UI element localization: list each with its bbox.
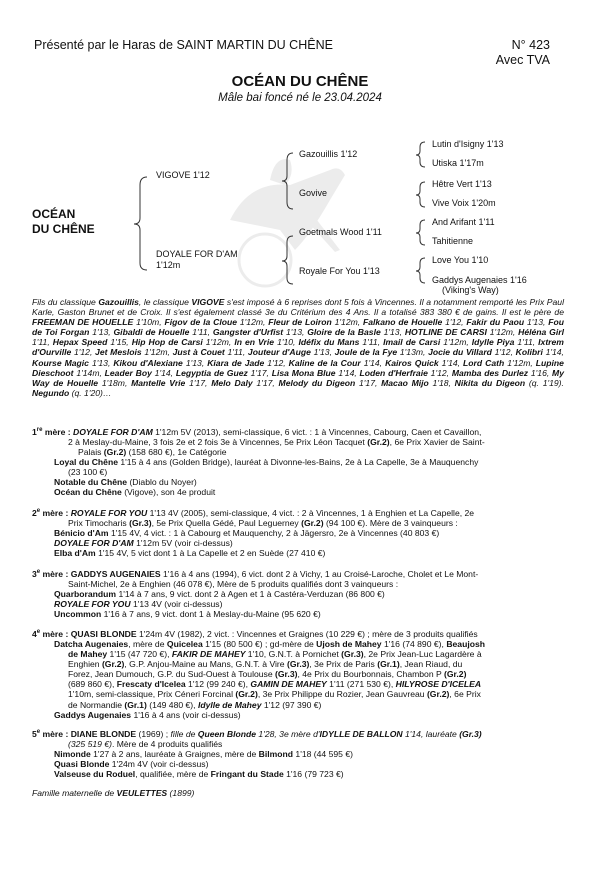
text-run: 1'12m 5V (voir ci-dessus) bbox=[133, 538, 233, 549]
pedigree-line bbox=[32, 425, 572, 437]
text-run: 4 bbox=[32, 628, 37, 639]
pedigree-line bbox=[32, 710, 572, 720]
text-run: (158 680 €), 1e Catégorie bbox=[126, 447, 227, 458]
text-run: Valseuse du Roduel bbox=[54, 769, 136, 780]
pedigree-line bbox=[32, 727, 572, 739]
text-run: HILYROSE D'ICELEA bbox=[395, 679, 482, 690]
pedigree-line bbox=[32, 477, 572, 487]
pedigree-line bbox=[32, 649, 572, 659]
pedigree-line bbox=[32, 579, 572, 589]
text-run: Nimonde bbox=[54, 749, 91, 760]
text-run: 1'13m, bbox=[397, 347, 429, 358]
text-run: , G.P. Anjou-Maine au Mans, G.N.T. à Vire bbox=[124, 659, 287, 670]
text-run: 1'18 (44 595 €) bbox=[293, 749, 353, 760]
text-run: 1'12 (99 240 €), bbox=[185, 679, 251, 690]
text-run: FREEMAN DE HOUELLE bbox=[32, 317, 134, 328]
text-run: , 4e Prix du Bourbonnais, Chambon P bbox=[297, 669, 444, 680]
text-run: fille de bbox=[170, 728, 198, 739]
text-run: 1'18, bbox=[428, 377, 455, 388]
pedigree-line bbox=[32, 538, 572, 548]
text-run: Ujosh de Mahey bbox=[316, 638, 382, 649]
text-run: (689 860 €), bbox=[68, 679, 117, 690]
text-run: 1'17, bbox=[355, 377, 382, 388]
text-run: (q. 1'20)… bbox=[69, 387, 112, 398]
text-run: Gaddys Augenaies bbox=[54, 709, 132, 720]
text-run: Queen Blonde bbox=[197, 728, 257, 739]
text-run: (325 519 €) bbox=[68, 738, 112, 749]
ancestor-8-sire: (Viking's Way) bbox=[442, 285, 499, 295]
text-run: 1'17, bbox=[185, 377, 212, 388]
text-run: 1'16, bbox=[528, 367, 553, 378]
text-run: mère : bbox=[40, 568, 71, 579]
pedigree-line bbox=[32, 599, 572, 609]
text-run: Figov de la Cloue bbox=[164, 317, 238, 328]
text-run: 1'12, bbox=[427, 367, 452, 378]
maternal-family bbox=[32, 788, 194, 798]
pedigree-line bbox=[32, 627, 572, 639]
pedigree-line bbox=[32, 589, 572, 599]
pedigree-line bbox=[32, 639, 572, 649]
text-run: 1'12m, bbox=[202, 337, 235, 348]
text-run: 1'15 4V, 4 vict. : 1 à Cabourg et Mauquenchy, 2 à Jägersro, 2e à Vincennes (40 803 €) bbox=[108, 528, 440, 539]
text-run: Falkano de Houelle bbox=[363, 317, 443, 328]
text-run: (Diablo du Noyer) bbox=[127, 477, 197, 488]
text-run: Lisa Mona Blue bbox=[271, 367, 336, 378]
maternal-grandsire: Goetmals Wood 1'11 bbox=[299, 227, 382, 237]
text-run: 1'15 (80 500 €) ; gd-mère de bbox=[202, 638, 317, 649]
text-run: 1'13, bbox=[524, 317, 549, 328]
text-run: HOTLINE DE CARSI bbox=[404, 327, 487, 338]
text-run: Hip Hop de Carsi bbox=[131, 337, 203, 348]
sire: VIGOVE 1'12 bbox=[156, 170, 210, 180]
horse-description: Mâle bai foncé né le 23.04.2024 bbox=[218, 92, 382, 104]
pedigree-line bbox=[32, 749, 572, 759]
text-run: 1'15, bbox=[107, 337, 132, 348]
text-run: Imail de Carsi bbox=[383, 337, 441, 348]
text-run: 1'14m, bbox=[73, 367, 105, 378]
text-run: (Gr.2) bbox=[367, 436, 390, 447]
text-run: 1'13 4V (2005), semi-classique, 4 vict. : 2 à Vincennes, 1 à Enghien et La Capelle, 2e bbox=[147, 507, 475, 518]
text-run: (94 100 €). Mère de 3 vainqueurs : bbox=[323, 517, 458, 528]
text-run: Joule de la Fye bbox=[334, 347, 398, 358]
pedigree-line bbox=[32, 659, 572, 669]
sire-paragraph bbox=[32, 297, 564, 398]
text-run: e bbox=[36, 729, 41, 735]
text-run: (Gr.3) bbox=[129, 517, 152, 528]
text-run: 1'13 4V (voir ci-dessus) bbox=[130, 599, 223, 610]
text-run: 1'14, bbox=[335, 367, 360, 378]
text-run: 1'12m, bbox=[504, 357, 536, 368]
text-run: (Gr.2) bbox=[235, 689, 258, 700]
paternal-granddam: Govive bbox=[299, 188, 328, 198]
text-run: Fringant du Stade bbox=[210, 769, 284, 780]
text-run: e bbox=[36, 569, 41, 575]
text-run: 1'24m 4V (1982), 2 vict. : Vincennes et Graignes (10 229 €) ; mère de 3 produits qualifiés bbox=[136, 628, 478, 639]
pedigree-line bbox=[32, 548, 572, 558]
text-run: Jocie du Villard bbox=[428, 347, 492, 358]
text-run: 1'27 à 2 ans, lauréate à Graignes, mère de bbox=[90, 749, 259, 760]
text-run: Gibaldi de Houelle bbox=[113, 327, 190, 338]
text-run: 1'10m, bbox=[133, 317, 165, 328]
text-run: 1'11, bbox=[224, 347, 248, 358]
text-run: Gloire de la Basle bbox=[307, 327, 381, 338]
pedigree-line bbox=[32, 457, 572, 467]
text-run: Quicelea bbox=[166, 638, 203, 649]
text-run: QUASI BLONDE bbox=[70, 628, 137, 639]
text-run: 1'15 à 4 ans (Golden Bridge), lauréat à Divonne-les-Bains, 2e à La Capelle, 3e à Mauquenchy bbox=[117, 457, 479, 468]
text-run: 1'12, bbox=[71, 347, 96, 358]
ancestor-8: Gaddys Augenaies 1'16 bbox=[432, 275, 527, 285]
ancestor-4: Vive Voix 1'20m bbox=[432, 198, 496, 208]
text-run: 1'12m, bbox=[486, 327, 519, 338]
text-run: 1'10, G.N.T. à Pornichet bbox=[245, 649, 342, 660]
ancestor-3: Hêtre Vert 1'13 bbox=[432, 179, 492, 189]
vat-label: Avec TVA bbox=[495, 53, 550, 67]
text-run: 1'12m, bbox=[237, 317, 269, 328]
text-run: DOYALE FOR D'AM bbox=[54, 538, 134, 549]
text-run: 1'17, bbox=[247, 367, 272, 378]
horse-title: OCÉAN DU CHÊNE bbox=[231, 73, 369, 90]
ancestor-5: And Arifant 1'11 bbox=[432, 217, 495, 227]
pedigree-line bbox=[32, 689, 572, 699]
text-run: 1'14, lauréate bbox=[402, 728, 460, 739]
text-run: Lord Cath bbox=[463, 357, 505, 368]
text-run: Kikou d'Alexiane bbox=[113, 357, 183, 368]
text-run: (Gr.2) bbox=[443, 669, 467, 680]
text-run: 1'13, bbox=[88, 357, 114, 368]
text-run: Mantelle Vrie bbox=[131, 377, 186, 388]
text-run: Enghien bbox=[68, 659, 102, 670]
text-run: 1'24m 4V (voir ci-dessus) bbox=[109, 759, 209, 770]
text-run: Jet Meslois bbox=[95, 347, 142, 358]
text-run: 2 bbox=[32, 507, 37, 518]
horse-name-line1: OCÉAN bbox=[32, 207, 76, 221]
text-run: (Gr.3) bbox=[459, 728, 482, 739]
text-run: 1'18m, bbox=[98, 377, 132, 388]
pedigree-line bbox=[32, 739, 572, 749]
text-run: Idylle Piya bbox=[471, 337, 515, 348]
text-run: , 6e Prix Xavier de Saint- bbox=[389, 436, 485, 447]
text-run: e bbox=[36, 508, 41, 514]
text-run: 5 bbox=[32, 728, 37, 739]
text-run: Kiara de Jade bbox=[207, 357, 265, 368]
text-run: FAKIR DE MAHEY bbox=[171, 649, 246, 660]
text-run: ROYALE FOR YOU bbox=[70, 507, 148, 518]
pedigree-line bbox=[32, 759, 572, 769]
presenter-text: Présenté par le Haras de SAINT MARTIN DU CHÊNE bbox=[34, 38, 333, 52]
text-run: 1'14, bbox=[438, 357, 464, 368]
text-run: 1'11, bbox=[189, 327, 213, 338]
text-run: (1969) ; bbox=[136, 728, 171, 739]
text-run: DIANE BLONDE bbox=[70, 728, 137, 739]
text-run: , 2e Prix Jean-Luc Lagardère à bbox=[363, 649, 482, 660]
text-run: Fils du classique bbox=[32, 297, 99, 307]
text-run: , qualifiée, mère de bbox=[135, 769, 211, 780]
pedigree-line bbox=[32, 669, 572, 679]
text-run: Océan du Chêne bbox=[54, 487, 122, 498]
text-run: Fou de Toi Forgan bbox=[32, 317, 564, 338]
text-run: 1'14, bbox=[151, 367, 176, 378]
text-run: (Gr.2) bbox=[103, 447, 127, 458]
text-run: 1'11, bbox=[32, 337, 53, 348]
ancestor-1: Lutin d'Isigny 1'13 bbox=[432, 139, 504, 149]
pedigree-line bbox=[32, 487, 572, 497]
text-run: 1'13, bbox=[283, 327, 308, 338]
text-run: 1'17, bbox=[252, 377, 279, 388]
text-run: (Gr.1) bbox=[377, 659, 400, 670]
text-run: , le classique bbox=[138, 297, 192, 307]
text-run: 1'16 à 4 ans (voir ci-dessus) bbox=[131, 709, 241, 720]
text-run: mère : bbox=[40, 507, 71, 518]
text-run: , mère de bbox=[128, 638, 167, 649]
text-run: 1'13, bbox=[89, 327, 114, 338]
text-run: Saint-Michel, 2e à Enghien (46 078 €), Mère de 5 produits qualifiés dont 3 vainqueurs : bbox=[68, 578, 399, 589]
text-run: 1'12m, bbox=[331, 317, 364, 328]
text-run: mère : bbox=[40, 628, 71, 639]
text-run: Famille maternelle de bbox=[32, 788, 117, 798]
text-run: Negundo bbox=[32, 387, 70, 398]
text-run: 1'12, bbox=[264, 357, 289, 368]
dam-line2: 1'12m bbox=[156, 260, 181, 270]
text-run: (Gr.1) bbox=[124, 699, 147, 710]
text-run: Ixtrem d'Ourville bbox=[32, 337, 564, 358]
text-run: (Gr.3) bbox=[286, 659, 310, 670]
text-run: Palais bbox=[78, 447, 104, 458]
ancestor-7: Love You 1'10 bbox=[432, 255, 489, 265]
text-run: , 6e Prix bbox=[449, 689, 481, 700]
text-run: Loden d'Herfraie bbox=[359, 367, 428, 378]
text-run: Fakir du Paou bbox=[466, 317, 525, 328]
text-run: (Gr.2) bbox=[301, 517, 324, 528]
text-run: 1'14, bbox=[360, 357, 386, 368]
text-run: Frescaty d'Icelea bbox=[116, 679, 186, 690]
text-run: (1899) bbox=[167, 788, 195, 798]
text-run: de Mahey bbox=[68, 649, 108, 660]
text-run: 1'15 (47 720 €), bbox=[107, 649, 172, 660]
text-run: 1'10, bbox=[274, 337, 299, 348]
text-run: mère : bbox=[40, 728, 71, 739]
text-run: (Gr.2) bbox=[426, 689, 450, 700]
text-run: 2 à Meslay-du-Maine, 3 fois 2e et 2 fois 3e à Vincennes, 5e Prix Léon Tacquet bbox=[68, 436, 368, 447]
text-run: Bénicio d'Am bbox=[54, 528, 109, 539]
text-run: Melody du Digeon bbox=[278, 377, 356, 388]
text-run: 1'15 4V, 5 vict dont 1 à La Capelle et 2 en Suède (27 410 €) bbox=[95, 548, 326, 559]
text-run: 1'10m, semi-classique, Prix Céneri Forcinal bbox=[68, 689, 236, 700]
text-run: 1'13, bbox=[380, 327, 405, 338]
text-run: 1'12m, bbox=[440, 337, 472, 348]
text-run: Macao Mijo bbox=[381, 377, 429, 388]
pedigree-line bbox=[32, 528, 572, 538]
text-run: Kourse Magic bbox=[32, 357, 89, 368]
text-run: Hepax Speed bbox=[52, 337, 108, 348]
text-run: 1'13, bbox=[310, 347, 335, 358]
dam-section-2 bbox=[32, 506, 572, 558]
text-run: Kolibri bbox=[515, 347, 543, 358]
text-run: Mamba des Durlez bbox=[451, 367, 529, 378]
pedigree-line bbox=[32, 506, 572, 518]
text-run: Leader Boy bbox=[104, 367, 152, 378]
text-run: Jouteur d'Auge bbox=[247, 347, 311, 358]
horse-name-line2: DU CHÊNE bbox=[32, 222, 95, 236]
text-run: 1'12m, bbox=[141, 347, 173, 358]
text-run: Nikita du Digeon bbox=[454, 377, 526, 388]
text-run: 1'12, bbox=[491, 347, 516, 358]
dam-section-3 bbox=[32, 567, 572, 619]
text-run: (23 100 €) bbox=[68, 467, 108, 478]
text-run: 1'28, 3e mère d' bbox=[256, 728, 320, 739]
text-run: GADDYS AUGENAIES bbox=[70, 568, 161, 579]
text-run: IDYLLE DE BALLON bbox=[319, 728, 403, 739]
pedigree-line bbox=[32, 700, 572, 710]
text-run: . Mère de 4 produits qualifiés bbox=[111, 738, 223, 749]
text-run: Kairos Quick bbox=[385, 357, 439, 368]
text-run: Quarborandum bbox=[54, 589, 117, 600]
text-run: Idylle de Mahey bbox=[197, 699, 262, 710]
pedigree-chart bbox=[0, 130, 600, 300]
dam-section-1 bbox=[32, 425, 572, 498]
text-run: Héléna Girl bbox=[518, 327, 564, 338]
text-run: , 3e Prix de Paris bbox=[309, 659, 378, 670]
pedigree-line bbox=[32, 609, 572, 619]
text-run: Loyal du Chêne bbox=[54, 457, 118, 468]
text-run: Quasi Blonde bbox=[54, 759, 110, 770]
pedigree-line bbox=[32, 769, 572, 779]
pedigree-line bbox=[32, 567, 572, 579]
text-run: DOYALE FOR D'AM bbox=[73, 426, 153, 437]
text-run: Kaline de la Cour bbox=[288, 357, 361, 368]
pedigree-line bbox=[32, 437, 572, 447]
text-run: Fleur de Loiron bbox=[268, 317, 332, 328]
text-run: 1'11, bbox=[359, 337, 384, 348]
text-run: 1'16 à 7 ans, 9 vict. dont 1 à Meslay-du-Maine (95 620 €) bbox=[101, 609, 321, 620]
text-run: In en Vrie bbox=[234, 337, 275, 348]
text-run: 1'14, bbox=[542, 347, 564, 358]
lot-number: N° 423 bbox=[511, 38, 550, 52]
text-run: (Vigove), son 4e produit bbox=[121, 487, 216, 498]
text-run: Just à Couet bbox=[172, 347, 225, 358]
text-run: 1'12m 5V (2013), semi-classique, 6 vict. : 1 à Vincennes, Cabourg, Caen et Cavaillon, bbox=[152, 426, 482, 437]
text-run: Elba d'Am bbox=[54, 548, 96, 559]
text-run: 1'11 (271 530 €), bbox=[326, 679, 396, 690]
text-run: , Jean Riaud, du bbox=[399, 659, 463, 670]
pedigree-line bbox=[32, 447, 572, 457]
text-run: Idéfix du Mans bbox=[298, 337, 360, 348]
text-run: , 5e Prix Quella Gédé, Paul Leguerney bbox=[151, 517, 302, 528]
text-run: Gazouillis bbox=[98, 297, 139, 307]
text-run: Lupine Dieschoot bbox=[32, 357, 564, 378]
dam-section-5 bbox=[32, 727, 572, 779]
text-run: Prix Timocharis bbox=[68, 517, 130, 528]
text-run: 1 bbox=[32, 426, 37, 437]
pedigree-line bbox=[32, 518, 572, 528]
pedigree-line bbox=[32, 467, 572, 477]
text-run: Uncommon bbox=[54, 609, 102, 620]
text-run: VEULETTES bbox=[116, 788, 168, 798]
text-run: 1'11, bbox=[514, 337, 539, 348]
text-run: 1'13, bbox=[182, 357, 208, 368]
text-run: (Gr.3) bbox=[341, 649, 364, 660]
text-run: VIGOVE bbox=[191, 297, 225, 307]
text-run: mère : bbox=[42, 426, 74, 437]
text-run: , 3e Prix Philippe du Rozier, Jean Gauvreau bbox=[257, 689, 427, 700]
text-run: e bbox=[36, 629, 41, 635]
text-run: Legyptia de Guez bbox=[175, 367, 248, 378]
text-run: (q. 1'19). bbox=[525, 377, 564, 388]
text-run: Bilmond bbox=[258, 749, 294, 760]
text-run: Melo Daly bbox=[211, 377, 253, 388]
text-run: (149 480 €), bbox=[146, 699, 198, 710]
text-run: 1'14 à 7 ans, 9 vict. dont 2 à Agen et 1 à Castéra-Verduzan (86 800 €) bbox=[116, 589, 385, 600]
text-run: 1'16 (79 723 €) bbox=[283, 769, 344, 780]
text-run: 1'16 à 4 ans (1994), 6 vict. dont 2 à Vichy, 1 au Croisé-Laroche, Cholet et Le Mont- bbox=[160, 568, 479, 579]
text-run: Forez, Jean Dumouch, G.P. du Sud-Ouest à Toulouse bbox=[68, 669, 276, 680]
dam-line1: DOYALE FOR D'AM bbox=[156, 249, 238, 259]
text-run: 1'12 (97 390 €) bbox=[261, 699, 322, 710]
text-run: (Gr.3) bbox=[275, 669, 298, 680]
text-run: ROYALE FOR YOU bbox=[54, 599, 131, 610]
dam-section-4 bbox=[32, 627, 572, 720]
text-run: My Way de Houelle bbox=[32, 367, 564, 388]
ancestor-6: Tahitienne bbox=[432, 236, 474, 246]
text-run: Notable du Chêne bbox=[54, 477, 128, 488]
pedigree-line bbox=[32, 679, 572, 689]
text-run: 3 bbox=[32, 568, 37, 579]
paternal-grandsire: Gazouillis 1'12 bbox=[299, 149, 358, 159]
text-run: de Normandie bbox=[68, 699, 125, 710]
text-run: GAMIN DE MAHEY bbox=[250, 679, 327, 690]
maternal-granddam: Royale For You 1'13 bbox=[299, 266, 380, 276]
text-run: Gangster d'Urfist bbox=[212, 327, 284, 338]
text-run: re bbox=[36, 427, 43, 433]
text-run: 1'12, bbox=[442, 317, 467, 328]
text-run: Beaujosh bbox=[446, 638, 485, 649]
ancestor-2: Utiska 1'17m bbox=[432, 158, 484, 168]
text-run: Datcha Augenaies bbox=[54, 638, 129, 649]
text-run: (Gr.2) bbox=[101, 659, 125, 670]
text-run: 1'16 (74 890 €), bbox=[381, 638, 447, 649]
text-run: s'est imposé à 6 reprises dont 5 fois à Vincennes. Il a notamment remporté les Prix Paul Karle, Gaston Brunet et de Croix. Il s'est également classé 3e du Critérium des 4 Ans. Il a totalisé 383 380 € de gains. Il est le père de bbox=[32, 297, 564, 318]
